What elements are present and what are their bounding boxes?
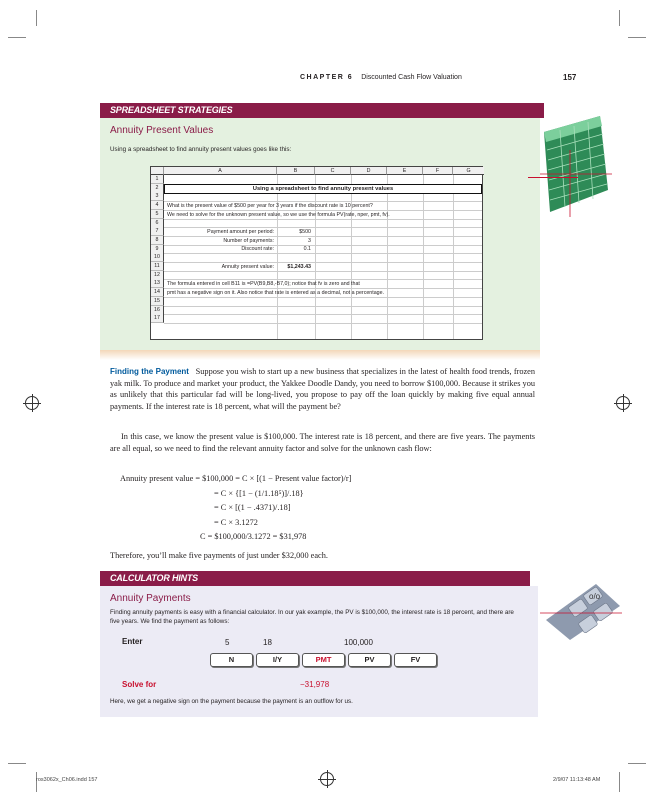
slug-timestamp: 2/9/07 11:13:48 AM <box>553 777 601 783</box>
row-number: 1 <box>151 175 164 184</box>
cell-a13: The formula entered in cell B11 is =PV(B9,B8,-B7,0); notice that fv is zero and that <box>167 281 360 287</box>
section-lead-heading: Finding the Payment <box>110 367 189 376</box>
cell-a11: Annuity present value: <box>221 263 274 270</box>
column-header-d: D <box>351 167 387 175</box>
row-number: 4 <box>151 201 164 210</box>
paragraph-2: In this case, we know the present value is $100,000. The interest rate is 18 percent, and there are five years. The payments are all equal, so we need to find the relevant annuity factor and solve for the unknown cash flow: <box>110 432 535 453</box>
column-header-b: B <box>277 167 315 175</box>
running-header <box>300 74 462 81</box>
row-number: 14 <box>151 288 164 297</box>
cell-b11: $1,243.43 <box>287 263 311 270</box>
column-header-e: E <box>387 167 423 175</box>
calculator-box-title: Annuity Payments <box>110 593 191 604</box>
row-number: 12 <box>151 271 164 280</box>
corner-cell <box>151 167 164 175</box>
solve-value: −31,978 <box>300 680 330 689</box>
spreadsheet-graphic-icon <box>540 112 612 217</box>
cell-a8: Number of payments: <box>223 237 274 244</box>
spreadsheet-title-cell: Using a spreadsheet to find annuity present values <box>164 184 482 194</box>
equation-line-2: = C × {[1 − (1/1.18⁵)]/.18} <box>214 489 304 498</box>
calculator-box-footer: Here, we get a negative sign on the payment because the payment is an outflow for us. <box>110 698 353 705</box>
cell-b9: 0.1 <box>303 246 311 252</box>
spreadsheet-box-title: Annuity Present Values <box>110 125 214 136</box>
box-shadow <box>100 350 540 360</box>
column-header-f: F <box>423 167 453 175</box>
solve-for-label: Solve for <box>122 680 157 689</box>
iy-key[interactable]: I/Y <box>256 653 299 667</box>
column-header-g: G <box>453 167 484 175</box>
crop-mark <box>8 763 26 764</box>
crop-mark <box>619 10 620 26</box>
crop-mark <box>528 177 578 178</box>
chapter-label: CHAPTER 6 <box>300 74 354 81</box>
pmt-key[interactable]: PMT <box>302 653 345 667</box>
cell-a4: What is the present value of $500 per year for 3 years if the discount rate is 10 percent? <box>167 203 373 209</box>
row-number: 2 <box>151 184 164 193</box>
crop-mark <box>628 763 646 764</box>
cell-b7: $500 <box>299 229 311 235</box>
page-number: 157 <box>563 73 577 82</box>
equation-line-3: = C × [(1 − .4371)/.18] <box>214 503 291 512</box>
cell-a5: We need to solve for the unknown present value, so we use the formula PV(rate, nper, pmt, fv). <box>167 211 390 218</box>
finding-payment-paragraph <box>110 366 535 413</box>
crop-mark <box>8 37 26 38</box>
equation-line-1: Annuity present value = $100,000 = C × [(1 − Present value factor)/r] <box>120 474 352 483</box>
chapter-title: Discounted Cash Flow Valuation <box>361 74 462 81</box>
row-number: 16 <box>151 306 164 315</box>
row-number: 11 <box>151 262 164 271</box>
enter-label: Enter <box>122 637 143 646</box>
n-key[interactable]: N <box>210 653 253 667</box>
spreadsheet-strategies-band: SPREADSHEET STRATEGIES <box>100 103 544 118</box>
enter-value-pv: 100,000 <box>344 638 373 647</box>
paragraph-1-text: Suppose you wish to start up a new business that specializes in the latest of health food trends, frozen yak milk. To produce and market your product, the Yakkee Doodle Dandy, you need to borrow $100,000. Because it strikes you as unlikely that this particular fad will be long-lived, you propose to pay off the loan quickly by making five equal annual payments. If the interest rate is 18 percent, what will the payment be? <box>110 367 536 412</box>
column-header-a: A <box>164 167 277 175</box>
column-header-c: C <box>315 167 351 175</box>
pv-key[interactable]: PV <box>348 653 391 667</box>
crop-mark <box>619 772 620 792</box>
fv-key[interactable]: FV <box>394 653 437 667</box>
cell-b8: 3 <box>308 237 311 244</box>
row-number: 6 <box>151 219 164 228</box>
registration-mark-icon <box>25 396 39 410</box>
equation-line-5: C = $100,000/3.1272 = $31,978 <box>200 532 307 541</box>
cell-a9: Discount rate: <box>241 246 274 252</box>
row-number: 15 <box>151 297 164 306</box>
row-number: 10 <box>151 253 164 262</box>
registration-mark-icon <box>320 772 334 786</box>
calculator-hints-band: CALCULATOR HINTS <box>100 571 530 586</box>
row-number: 17 <box>151 314 164 323</box>
row-number: 13 <box>151 279 164 288</box>
cell-a14: pmt has a negative sign on it. Also notice that rate is entered as a decimal, not a percentage. <box>167 289 385 296</box>
row-number: 7 <box>151 227 164 236</box>
spreadsheet <box>150 166 483 340</box>
row-number: 9 <box>151 245 164 254</box>
calculator-graphic-icon <box>540 580 622 642</box>
row-number: 3 <box>151 192 164 201</box>
spreadsheet-box-intro: Using a spreadsheet to find annuity present values goes like this: <box>110 146 292 153</box>
enter-value-n: 5 <box>225 638 230 647</box>
equation-line-4: = C × 3.1272 <box>214 518 258 527</box>
crop-mark <box>36 10 37 26</box>
row-number: 5 <box>151 210 164 219</box>
registration-mark-icon <box>616 396 630 410</box>
calculator-box-intro: Finding annuity payments is easy with a financial calculator. In our yak example, the PV is $100,000, the interest rate is 18 percent, and there are five years. We find the payment as follows: <box>110 609 514 625</box>
cell-a7: Payment amount per period: <box>207 229 274 235</box>
svg-text:o/o: o/o <box>589 592 601 601</box>
conclusion-paragraph: Therefore, you’ll make five payments of just under $32,000 each. <box>110 551 328 560</box>
row-number: 8 <box>151 236 164 245</box>
slug-filename: ros3062x_Ch06.indd 157 <box>36 777 98 783</box>
enter-value-iy: 18 <box>263 638 272 647</box>
crop-mark <box>628 37 646 38</box>
